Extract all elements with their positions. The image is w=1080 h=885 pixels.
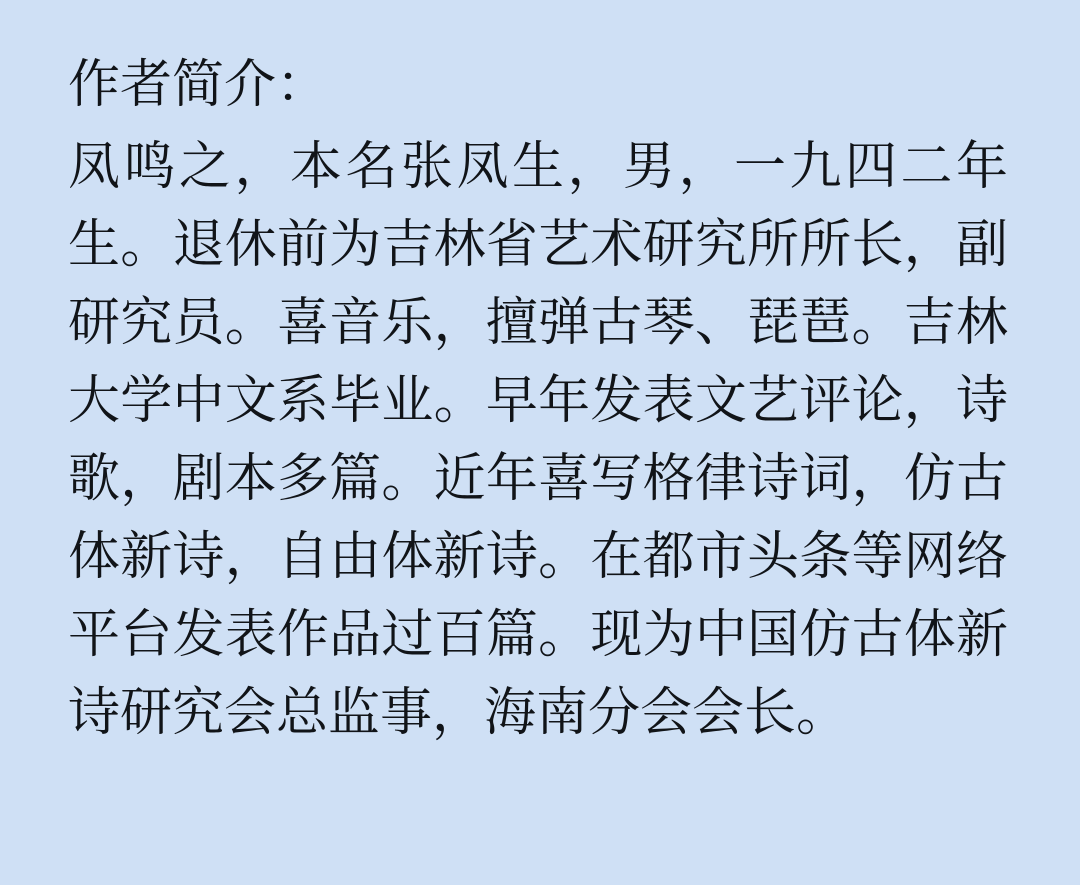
author-bio-text: 凤鸣之，本名张凤生，男，一九四二年生。退休前为吉林省艺术研究所所长，副研究员。喜音乐，擅弹古琴、琵琶。吉林大学中文系毕业。早年发表文艺评论，诗歌，剧本多篇。近年喜写格律诗词，仿古体新诗，自由体新诗。在都市头条等网络平台发表作品过百篇。现为中国仿古体新诗研究会总监事，海南分会会长。 (68, 137, 1008, 743)
author-bio-heading: 作者简介： (68, 55, 329, 115)
